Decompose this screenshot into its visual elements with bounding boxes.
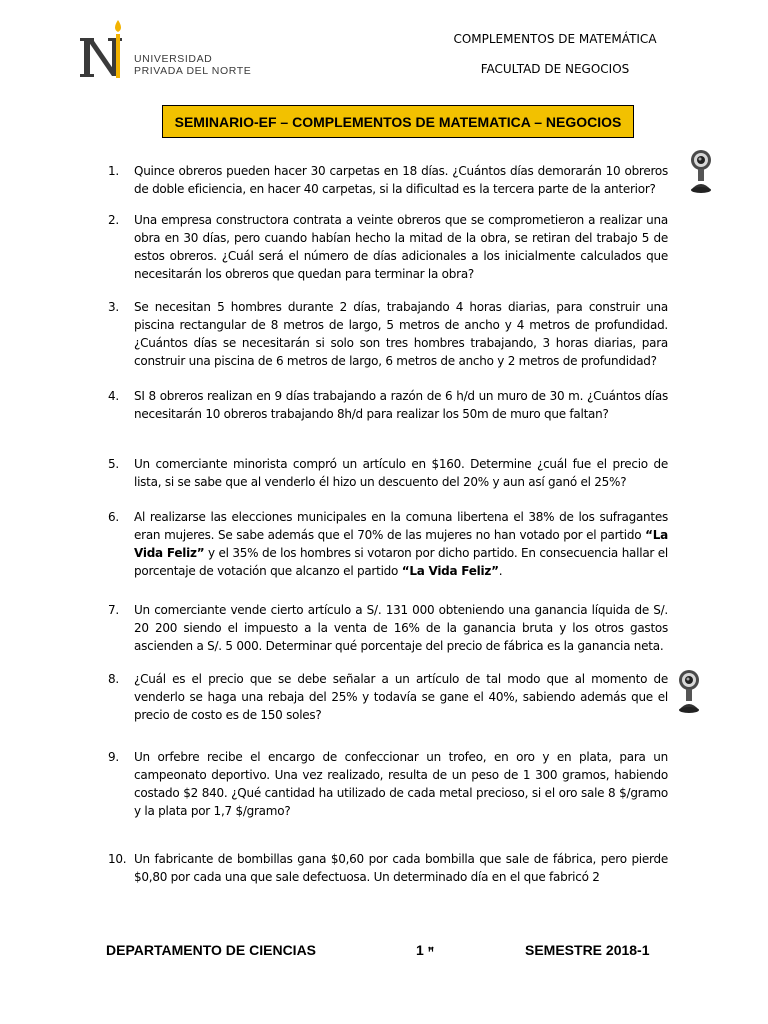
party-name: “La Vida Feliz” — [401, 564, 499, 578]
question-number: 3. — [108, 300, 119, 314]
university-line-2: PRIVADA DEL NORTE — [134, 65, 252, 77]
question-text: Un orfebre recibe el encargo de confeccionar un trofeo, en oro y en plata, para un campeonato deportivo. Una vez realizado, resulta de un peso de 1 300 gramos, habiendo costado $2 840. ¿Qué cantidad ha utilizado de cada metal precioso, si el oro sale 8 $/gramo y la plata por 1,7 $/gramo? — [134, 750, 668, 818]
question-text: SI 8 obreros realizan en 9 días trabajando a razón de 6 h/d un muro de 30 m. ¿Cuántos días necesitarán 10 obreros trabajando 8h/d para realizar los 50m de muro que faltan? — [134, 389, 668, 421]
question-number: 6. — [108, 510, 119, 524]
footer-department: DEPARTAMENTO DE CIENCIAS — [106, 942, 317, 958]
question-number: 10. — [108, 852, 127, 866]
question-number: 1. — [108, 164, 119, 178]
university-name — [134, 53, 251, 77]
question-6 — [108, 508, 668, 580]
question-text: Un comerciante vende cierto artículo a S/. 131 000 obteniendo una ganancia líquida de S/. 20 200 siendo el impuesto a la venta de 16% de la ganancia bruta y los otros gastos ascienden a S/. 5 000. Determinar qué porcentaje del precio de fábrica es la ganancia neta. — [134, 603, 668, 653]
question-3 — [108, 298, 668, 370]
upn-logo-icon — [78, 18, 128, 80]
webcam-icon — [676, 670, 702, 714]
question-number: 9. — [108, 750, 119, 764]
question-text: ¿Cuál es el precio que se debe señalar a un artículo de tal modo que al momento de venderlo se haga una rebaja del 25% y todavía se gane el 40%, sabiendo además que el precio de costo es de 150 soles? — [134, 672, 668, 722]
question-7 — [108, 601, 668, 655]
question-10 — [108, 850, 668, 886]
question-8 — [108, 670, 668, 724]
university-line-1: UNIVERSIDAD — [134, 53, 213, 65]
question-5 — [108, 455, 668, 491]
question-9 — [108, 748, 668, 820]
page-symbol: ꟸ — [427, 946, 435, 958]
question-text: Quince obreros pueden hacer 30 carpetas en 18 días. ¿Cuántos días demorarán 10 obreros de doble eficiencia, en hacer 40 carpetas, si la dificultad es la tercera parte de la anterior? — [134, 164, 668, 196]
question-number: 2. — [108, 213, 119, 227]
question-text: Al realizarse las elecciones municipales en la comuna libertena el 38% de los sufragantes eran mujeres. Se sabe además que el 70% de las mujeres no han votado por el partido “La Vida Feliz” y el 35% de los hombres si votaron por dicho partido. En consecuencia hallar el porcentaje de votación que alcanzo el partido “La Vida Feliz”. — [134, 510, 668, 578]
question-2 — [108, 211, 668, 283]
question-text: Se necesitan 5 hombres durante 2 días, trabajando 4 horas diarias, para construir una piscina rectangular de 8 metros de largo, 5 metros de ancho y 4 metros de profundidad. ¿Cuántos días se necesitarán si solo son tres hombres trabajando, 3 horas diarias, para construir una piscina de 6 metros de largo, 6 metros de ancho y 2 metros de profundidad? — [134, 300, 668, 368]
question-number: 8. — [108, 672, 119, 686]
question-text: Un fabricante de bombillas gana $0,60 por cada bombilla que sale de fábrica, pero pierde $0,80 por cada una que sale defectuosa. Un determinado día en el que fabricó 2 — [134, 852, 668, 884]
question-number: 5. — [108, 457, 119, 471]
question-number: 7. — [108, 603, 119, 617]
course-name: COMPLEMENTOS DE MATEMÁTICA — [453, 32, 657, 46]
page-number: 1 — [416, 942, 424, 958]
document-title: SEMINARIO-EF – COMPLEMENTOS DE MATEMATICA – NEGOCIOS — [162, 105, 634, 138]
university-logo — [78, 18, 278, 80]
party-name: “La Vida Feliz” — [134, 528, 668, 560]
faculty-name: FACULTAD DE NEGOCIOS — [480, 62, 630, 76]
question-text: Una empresa constructora contrata a veinte obreros que se comprometieron a realizar una obra en 30 días, pero cuando habían hecho la mitad de la obra, se retiran del trabajo 5 de estos obreros. ¿Cuál será el número de días adicionales a los inicialmente calculados que necesitarán los obreros que quedan para terminar la obra? — [134, 213, 668, 281]
question-4 — [108, 387, 668, 423]
webcam-icon — [688, 150, 714, 194]
question-number: 4. — [108, 389, 119, 403]
question-1 — [108, 162, 668, 198]
question-text: Un comerciante minorista compró un artículo en $160. Determine ¿cuál fue el precio de lista, si se sabe que al venderlo él hizo un descuento del 20% y aun así ganó el 25%? — [134, 457, 668, 489]
footer-semester: SEMESTRE 2018-1 — [525, 942, 650, 958]
footer-page — [416, 942, 434, 958]
